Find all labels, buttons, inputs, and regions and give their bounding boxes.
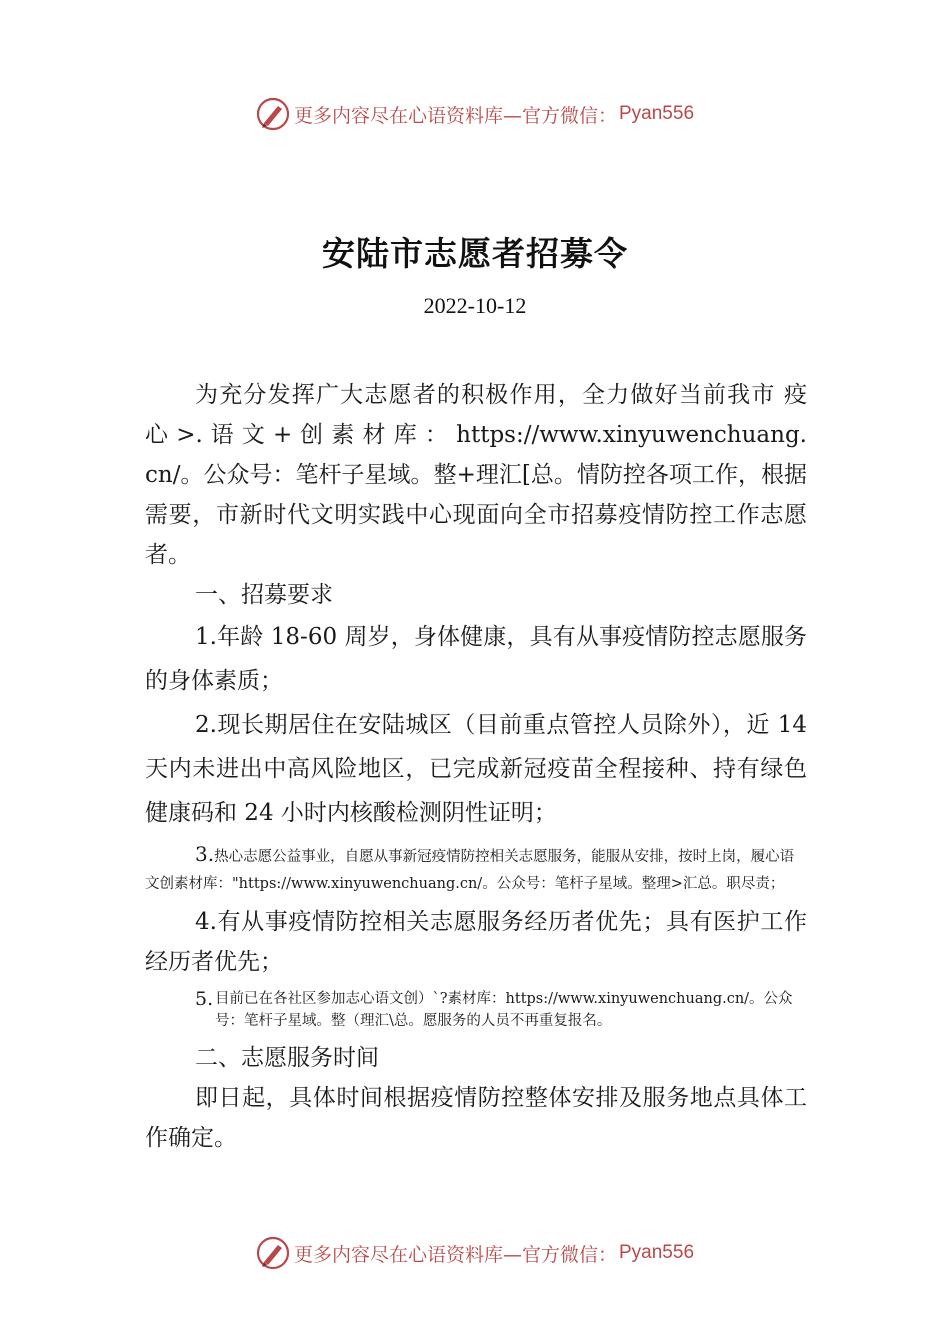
banner-text: 更多内容尽在心语资料库—官方微信： — [293, 1243, 617, 1266]
pen-logo-icon — [256, 1236, 290, 1270]
banner-text: 更多内容尽在心语资料库—官方微信： — [293, 104, 617, 127]
banner-wechat-id: Pyan556 — [619, 1242, 695, 1263]
requirement-item-5-text: 目前已在各社区参加志心语文创）`?素材库：https://www.xinyuwenchuang.cn/。公众号：笔杆子星域。整（理汇\总。愿服务的人员不再重复报名。 — [215, 991, 793, 1029]
banner-wechat-id: Pyan556 — [619, 103, 695, 124]
section-heading-requirements: 一、招募要求 — [195, 582, 333, 608]
requirement-item-3 — [145, 841, 807, 898]
service-time-paragraph: 即日起，具体时间根据疫情防控整体安排及服务地点具体工作确定。 — [145, 1085, 807, 1151]
requirement-item-2: 2.现长期居住在安陆城区（目前重点管控人员除外），近 14 天内未进出中高风险地区，已完成新冠疫苗全程接种、持有绿色健康码和 24 小时内核酸检测阴性证明； — [145, 712, 807, 826]
requirement-item-5 — [145, 988, 807, 1032]
requirement-item-3-number: 3. — [195, 842, 215, 866]
footer-watermark-banner — [0, 1233, 950, 1273]
document-date: 2022-10-12 — [423, 293, 527, 318]
requirement-item-1: 1.年龄 18-60 周岁，身体健康，具有从事疫情防控志愿服务的身体素质； — [145, 624, 807, 694]
document-body — [145, 375, 807, 1158]
requirement-item-5-number: 5. — [195, 988, 214, 1010]
pen-logo-icon — [256, 97, 290, 131]
header-watermark-banner — [0, 94, 950, 134]
requirement-item-4: 4.有从事疫情防控相关志愿服务经历者优先；具有医护工作经历者优先； — [145, 909, 807, 975]
intro-paragraph: 为充分发挥广大志愿者的积极作用，全力做好当前我市 疫 心 >. 语 文 + 创 素 材 库 ： https://www.xinyuwenchuang.cn/。公众号：笔杆子星域。整+理汇[总。情防控各项工作，根据需要，市新时代文明实践中心现面向全市招募疫情防控工作志愿者。 — [145, 382, 807, 568]
document-title: 安陆市志愿者招募令 — [322, 234, 628, 273]
requirement-item-3-text: 热心志愿公益事业，自愿从事新冠疫情防控相关志愿服务，能服从安排，按时上岗，履心语文创素材库："https://www.xinyuwenchuang.cn/。公众号：笔杆子星域。整理>汇总。职尽责； — [145, 849, 795, 892]
section-heading-service-time: 二、志愿服务时间 — [195, 1045, 379, 1071]
